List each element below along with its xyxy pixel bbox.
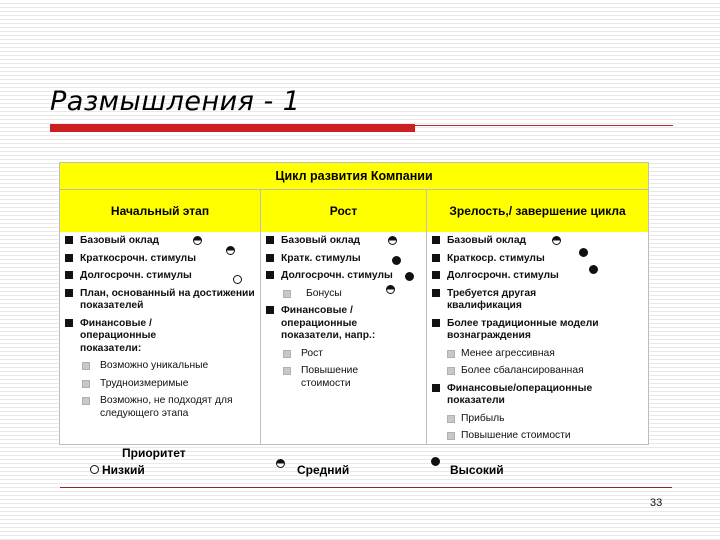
list-item: Финансовые /операционные показатели: bbox=[60, 318, 180, 356]
page-number: 33 bbox=[650, 497, 663, 509]
sub-bullet-icon bbox=[283, 367, 291, 375]
priority-high-icon bbox=[392, 256, 401, 265]
sub-bullet-icon bbox=[283, 290, 291, 298]
slide-title: Размышления - 1 bbox=[50, 86, 301, 117]
list-item: Требуется другая квалификация bbox=[427, 288, 557, 313]
list-item: Краткоср. стимулы bbox=[427, 253, 642, 266]
priority-legend-title: Приоритет bbox=[122, 446, 186, 460]
list-item: Рост bbox=[261, 348, 426, 361]
stage-header-growth: Рост bbox=[261, 190, 426, 232]
sub-bullet-icon bbox=[82, 397, 90, 405]
priority-high-icon bbox=[405, 272, 414, 281]
priority-medium-icon bbox=[552, 236, 561, 245]
sub-bullet-icon bbox=[283, 350, 291, 358]
priority-low-icon bbox=[90, 465, 99, 474]
column-growth bbox=[261, 235, 426, 395]
list-item: Прибыль bbox=[427, 413, 642, 426]
development-cycle-table bbox=[59, 162, 649, 445]
list-item: Менее агрессивная bbox=[427, 348, 642, 361]
bullet-icon bbox=[65, 289, 73, 297]
bullet-icon bbox=[65, 236, 73, 244]
list-item: Труднoизмеримые bbox=[60, 378, 256, 391]
list-item: Более сбалансированная bbox=[427, 365, 642, 378]
list-item: Кратк. стимулы bbox=[261, 253, 426, 266]
bullet-icon bbox=[432, 254, 440, 262]
sub-bullet-icon bbox=[447, 367, 455, 375]
bullet-icon bbox=[65, 319, 73, 327]
column-maturity bbox=[427, 235, 642, 448]
list-item: Базовый оклад bbox=[60, 235, 256, 248]
title-accent-bar bbox=[50, 124, 415, 132]
list-item: Долгосрочн. стимулы bbox=[261, 270, 426, 283]
stage-header-initial: Начальный этап bbox=[60, 190, 260, 232]
list-item: Базовый оклад bbox=[261, 235, 426, 248]
sub-bullet-icon bbox=[82, 380, 90, 388]
bullet-icon bbox=[266, 254, 274, 262]
list-item: Возможно, не подходят для следующего этапа bbox=[60, 395, 256, 420]
sub-bullet-icon bbox=[82, 362, 90, 370]
priority-medium-icon bbox=[388, 236, 397, 245]
bullet-icon bbox=[266, 236, 274, 244]
bullet-icon bbox=[432, 289, 440, 297]
priority-low-icon bbox=[233, 275, 242, 284]
list-item: Повышение стоимости bbox=[261, 365, 381, 390]
priority-high-label: Высокий bbox=[450, 463, 504, 477]
sub-bullet-icon bbox=[447, 350, 455, 358]
priority-medium-icon bbox=[386, 285, 395, 294]
list-item: Более традиционные модели вознаграждения bbox=[427, 318, 642, 343]
priority-high-icon bbox=[431, 457, 440, 466]
priority-high-icon bbox=[589, 265, 598, 274]
sub-bullet-icon bbox=[447, 432, 455, 440]
priority-high-icon bbox=[579, 248, 588, 257]
bullet-icon bbox=[266, 306, 274, 314]
list-item: Возможно уникальные bbox=[60, 360, 256, 373]
bullet-icon bbox=[432, 384, 440, 392]
priority-medium-icon bbox=[226, 246, 235, 255]
priority-medium-icon bbox=[193, 236, 202, 245]
bullet-icon bbox=[65, 254, 73, 262]
list-item: План, основанный на достижении показателей bbox=[60, 288, 256, 313]
bullet-icon bbox=[432, 319, 440, 327]
priority-medium-label: Средний bbox=[297, 463, 350, 477]
list-item: Финансовые /операционные показатели, напр.: bbox=[261, 305, 401, 343]
list-item: Долгосрочн. стимулы bbox=[427, 270, 642, 283]
bullet-icon bbox=[432, 236, 440, 244]
list-item: Повышение стоимости bbox=[427, 430, 642, 443]
list-item: Финансовые/операционные показатели bbox=[427, 383, 642, 408]
list-item: Бонусы bbox=[261, 288, 426, 301]
list-item: Базовый оклад bbox=[427, 235, 642, 248]
priority-low-label: Низкий bbox=[102, 463, 145, 477]
priority-medium-icon bbox=[276, 459, 285, 468]
bullet-icon bbox=[65, 271, 73, 279]
stage-header-maturity: Зрелость,/ завершение цикла bbox=[427, 190, 648, 232]
list-item: Краткосрочн. стимулы bbox=[60, 253, 256, 266]
footer-divider bbox=[60, 487, 672, 488]
title-underline bbox=[415, 125, 673, 126]
cycle-header: Цикл развития Компании bbox=[60, 163, 648, 190]
list-item: Долгосрочн. стимулы bbox=[60, 270, 256, 283]
bullet-icon bbox=[432, 271, 440, 279]
bullet-icon bbox=[266, 271, 274, 279]
column-initial bbox=[60, 235, 256, 425]
sub-bullet-icon bbox=[447, 415, 455, 423]
